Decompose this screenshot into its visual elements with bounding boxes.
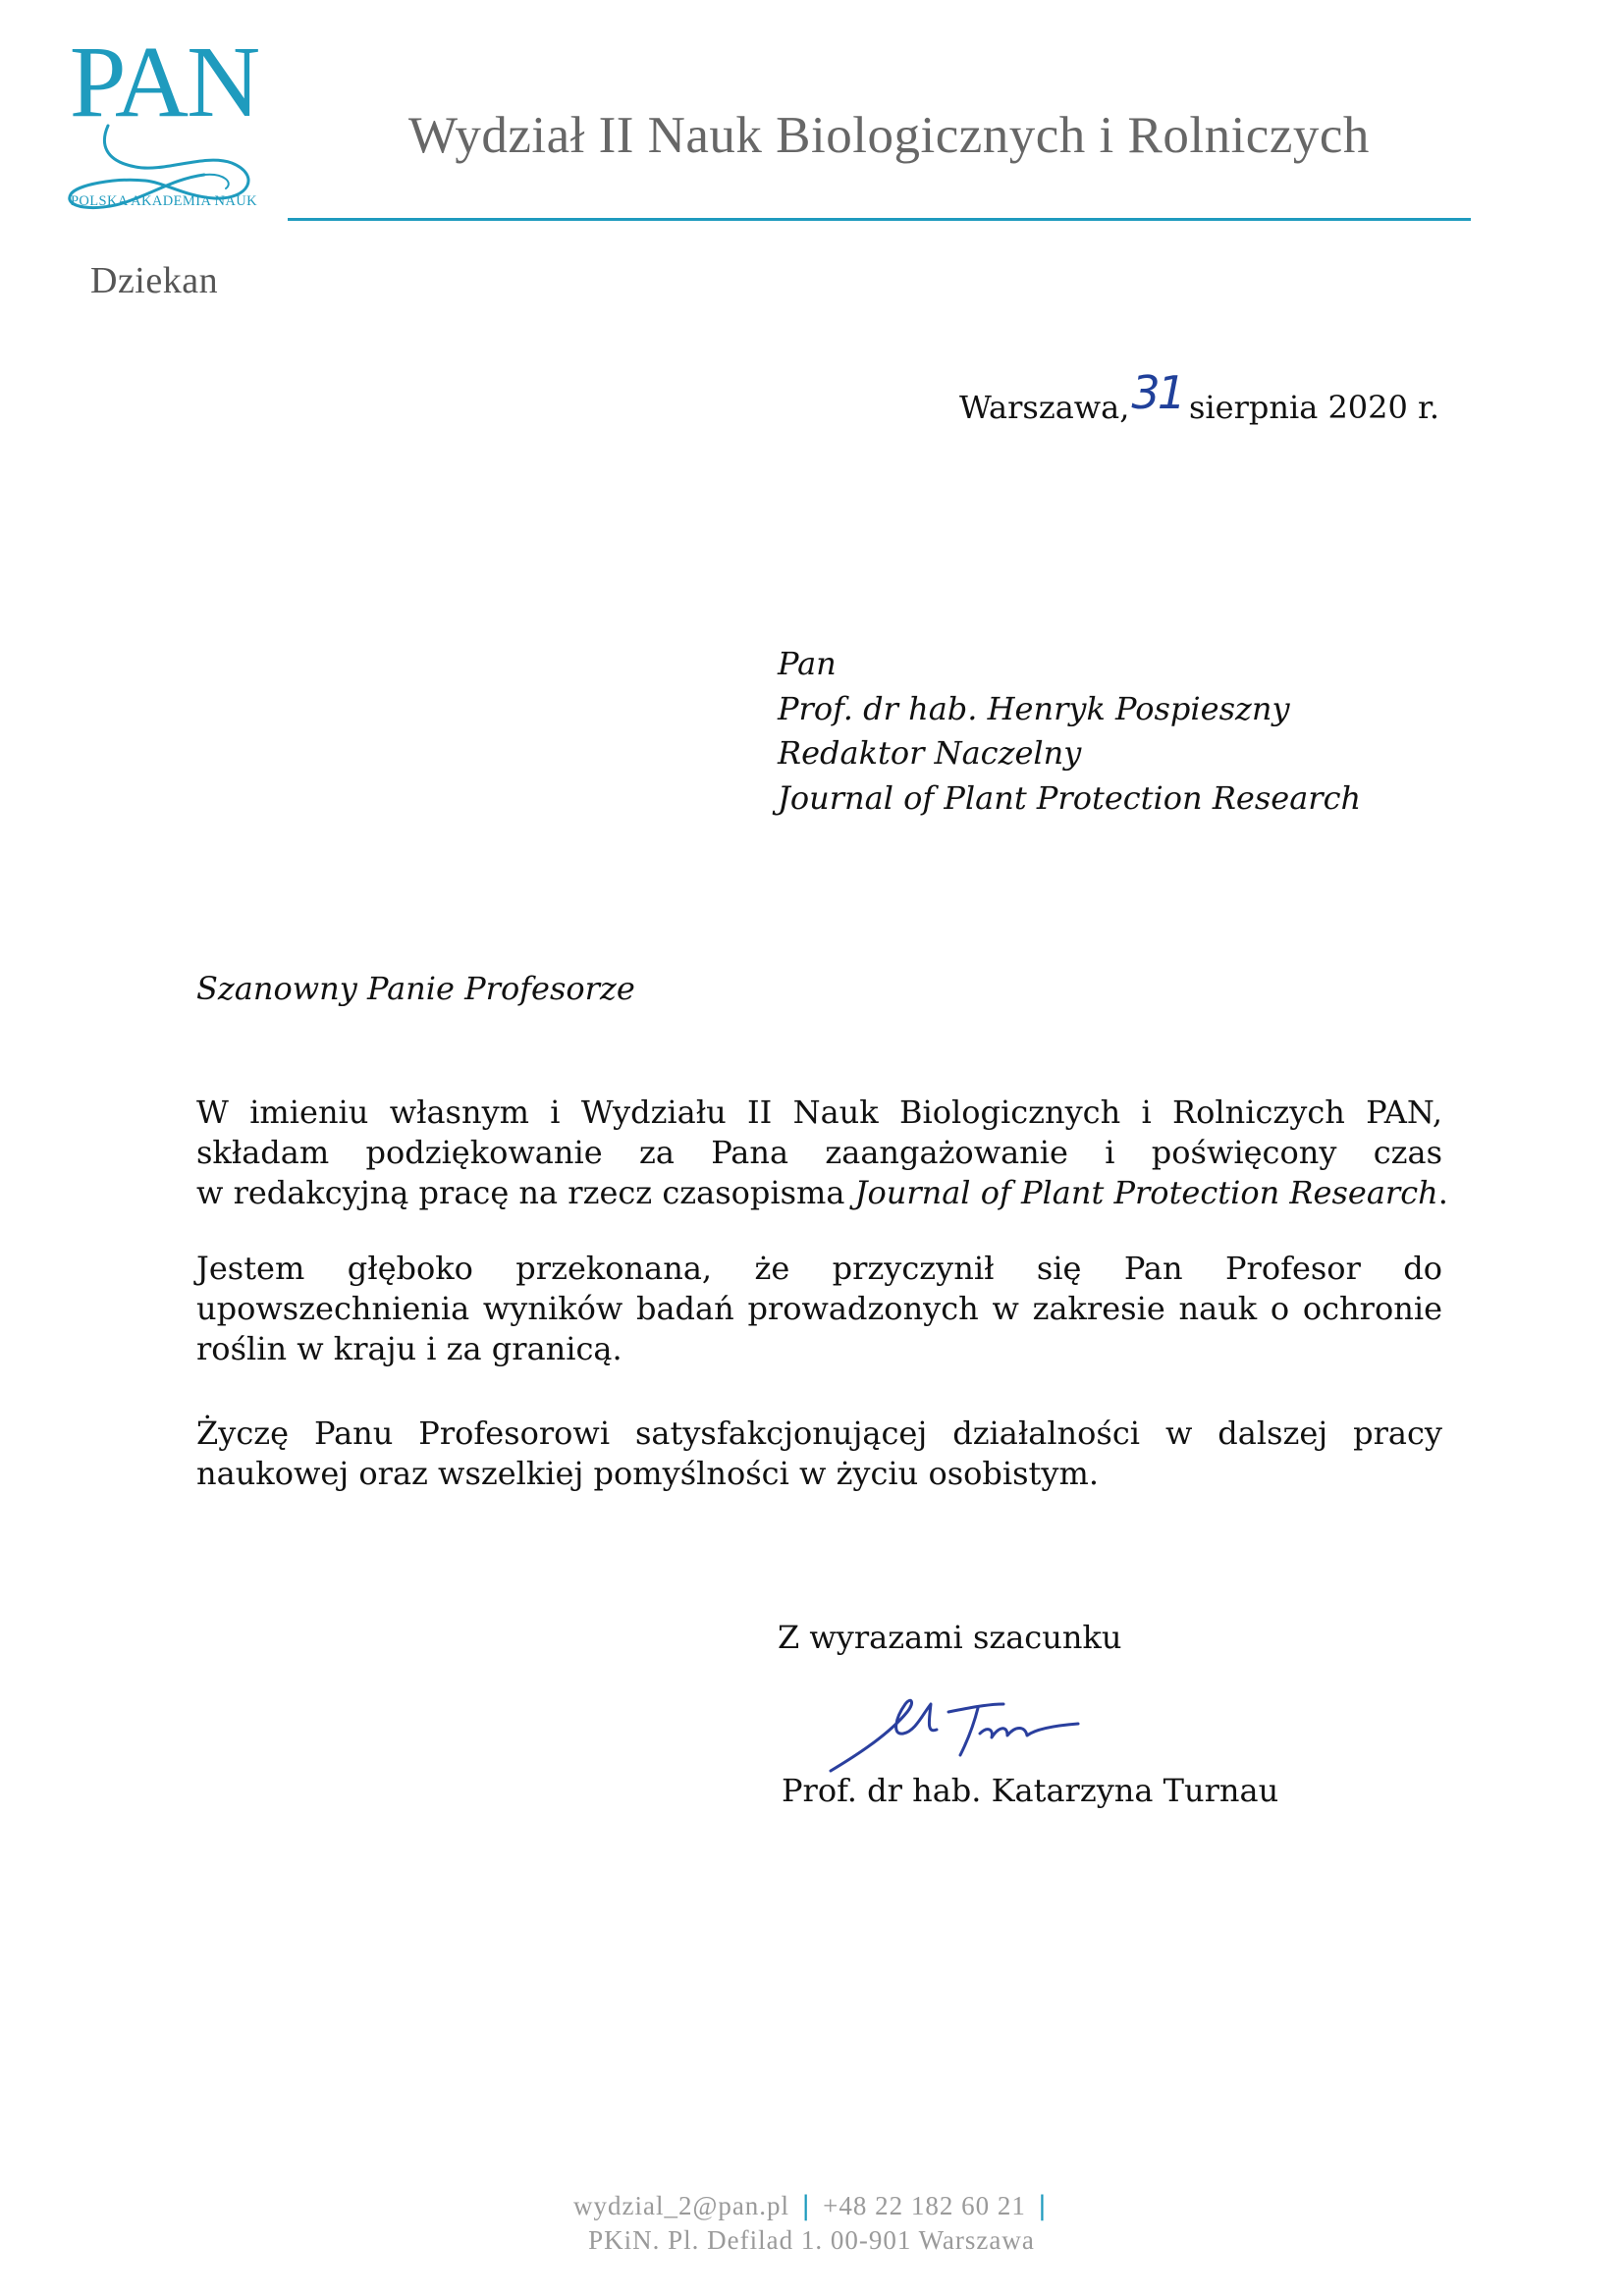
recipient-line: Prof. dr hab. Henryk Pospieszny <box>778 689 1290 727</box>
paragraph-text: . <box>1437 1174 1448 1211</box>
footer-contact <box>10 2189 1623 2223</box>
pan-logo <box>57 26 271 214</box>
body-paragraph-1 <box>196 1093 1448 1213</box>
letter-footer <box>0 2189 1623 2257</box>
faculty-name: Wydział II Nauk Biologicznych i Rolniczych <box>408 107 1370 164</box>
recipient-line: Journal of Plant Protection Research <box>778 778 1362 817</box>
recipient-line: Redaktor Naczelny <box>778 734 1082 772</box>
date-day-handwritten: 31 <box>1131 366 1183 419</box>
footer-separator: | <box>1037 2191 1049 2221</box>
footer-email: wydzial_2@pan.pl <box>572 2191 790 2220</box>
signer-name: Prof. dr hab. Katarzyna Turnau <box>782 1772 1279 1809</box>
paragraph-line <box>196 1173 1448 1213</box>
date-month-year: sierpnia 2020 r. <box>1188 389 1439 426</box>
letter-date <box>958 366 1439 429</box>
salutation: Szanowny Panie Profesorze <box>196 970 635 1007</box>
recipient-address <box>778 642 1361 821</box>
paragraph-line: W imieniu własnym i Wydziału II Nauk Biologicznych i Rolniczych PAN, <box>196 1094 1442 1131</box>
body-paragraph-2 <box>196 1249 1442 1369</box>
paragraph-line: upowszechnienia wyników badań prowadzonych w zakresie nauk o ochronie <box>196 1290 1442 1327</box>
paragraph-text: w redakcyjną pracę na rzecz czasopisma <box>196 1174 855 1211</box>
footer-phone: +48 22 182 60 21 <box>823 2191 1026 2220</box>
body-paragraph-3 <box>196 1414 1442 1494</box>
logo-text: PAN <box>69 26 259 138</box>
paragraph-line: składam podziękowanie za Pana zaangażowanie i poświęcony czas <box>196 1134 1442 1171</box>
recipient-line: Pan <box>778 645 837 682</box>
date-city: Warszawa, <box>958 389 1130 426</box>
paragraph-line: Jestem głęboko przekonana, że przyczynił się Pan Profesor do <box>196 1250 1442 1287</box>
paragraph-line: Życzę Panu Profesorowi satysfakcjonującej działalności w dalszej pracy <box>196 1415 1442 1452</box>
closing-phrase: Z wyrazami szacunku <box>778 1619 1122 1656</box>
journal-title: Journal of Plant Protection Research <box>854 1174 1438 1211</box>
footer-address: PKiN. Pl. Defilad 1. 00-901 Warszawa <box>588 2225 1035 2255</box>
paragraph-line: naukowej oraz wszelkiej pomyślności w życiu osobistym. <box>196 1455 1099 1492</box>
header-divider <box>288 218 1471 221</box>
logo-caption: POLSKA AKADEMIA NAUK <box>70 193 258 209</box>
paragraph-line: roślin w kraju i za granicą. <box>196 1330 622 1367</box>
office-title: Dziekan <box>90 260 219 301</box>
footer-separator: | <box>801 2191 812 2221</box>
